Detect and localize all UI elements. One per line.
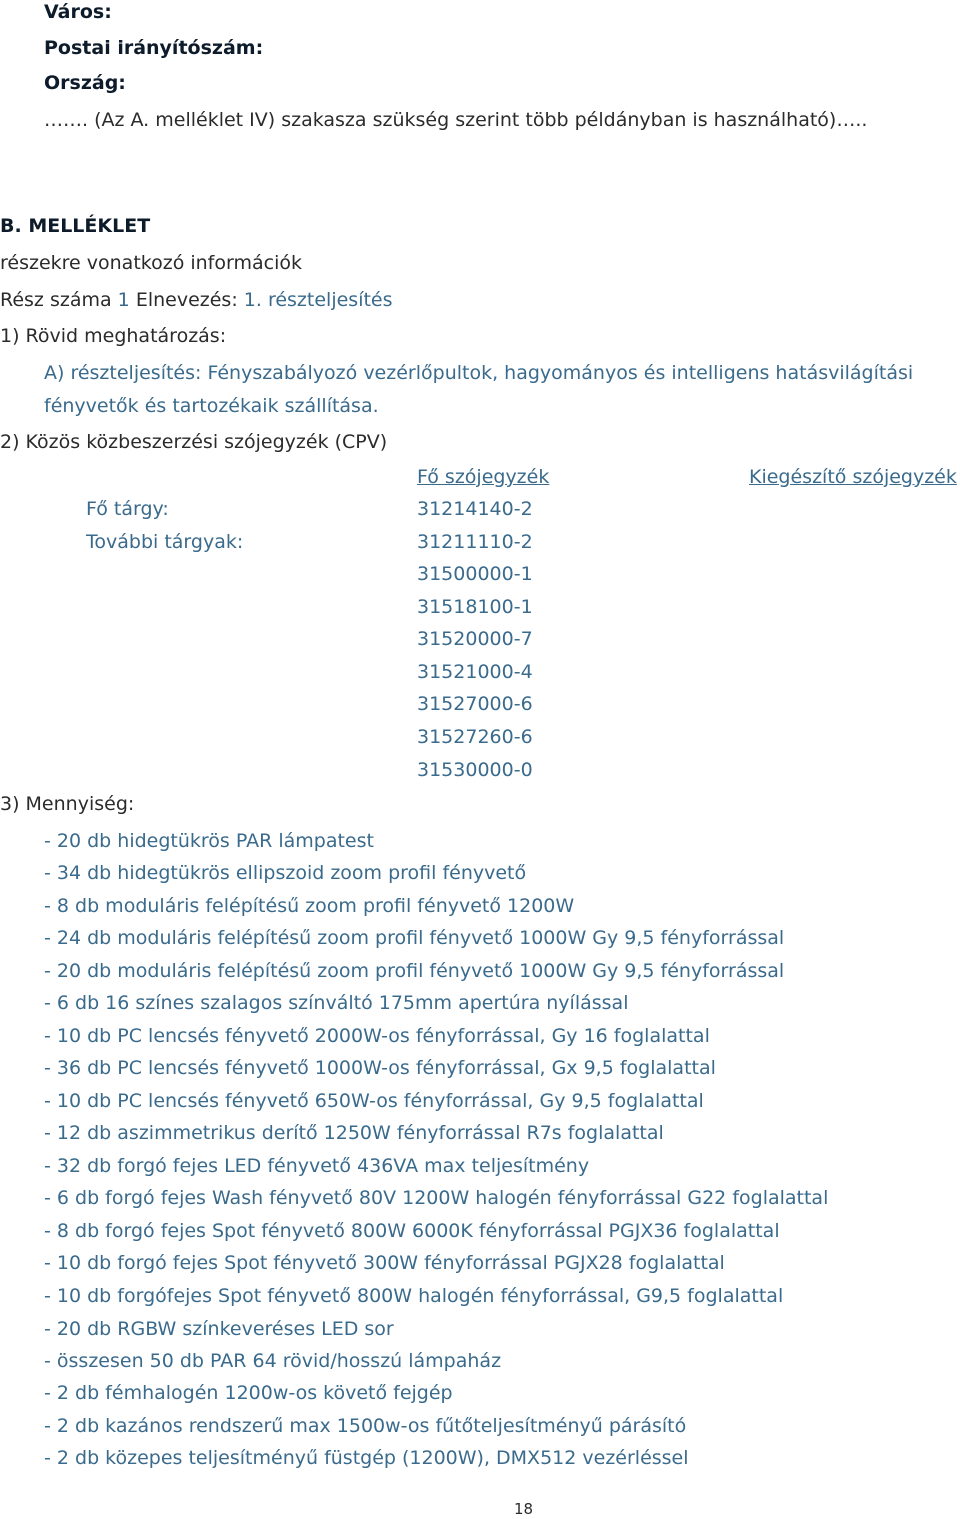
list-item: - 2 db közepes teljesítményű füstgép (1200W), DMX512 vezérléssel [44,1447,689,1469]
section-1-title: 1) Rövid meghatározás: [0,325,227,347]
cpv-code: 31500000-1 [417,563,533,585]
main-vocabulary-header: Fő szójegyzék [417,466,550,488]
list-item: - 10 db PC lencsés fényvető 650W-os fényforrással, Gy 9,5 foglalattal [44,1090,704,1112]
cpv-code: 31520000-7 [417,628,533,650]
list-item: - 6 db 16 színes szalagos színváltó 175mm apertúra nyílással [44,992,629,1014]
section-2-title: 2) Közös közbeszerzési szójegyzék (CPV) [0,431,388,453]
main-subject-code: 31214140-2 [417,498,533,520]
cpv-code: 31527260-6 [417,726,533,748]
part-line [0,288,393,312]
short-description-line-2: fényvetők és tartozékaik szállítása. [44,395,379,417]
page-number: 18 [514,1500,534,1518]
cpv-code: 31211110-2 [417,531,533,553]
supplementary-vocabulary-header: Kiegészítő szójegyzék [749,466,957,488]
main-subject-label: Fő tárgy: [86,498,169,520]
section-3-title: 3) Mennyiség: [0,793,135,815]
list-item: - 10 db forgó fejes Spot fényvető 300W fényforrással PGJX28 foglalattal [44,1252,725,1274]
usage-note: ……. (Az A. melléklet IV) szakasza szükség szerint több példányban is használható)….. [44,109,868,131]
part-name-label: Elnevezés: [135,289,238,311]
cpv-code: 31527000-6 [417,693,533,715]
list-item: - 2 db kazános rendszerű max 1500w-os fűtőteljesítményű párásító [44,1415,687,1437]
list-item: - 6 db forgó fejes Wash fényvető 80V 1200W halogén fényforrással G22 foglalattal [44,1187,829,1209]
part-number-value: 1 [117,289,130,311]
short-description-line-1: A) részteljesítés: Fényszabályozó vezérlőpultok, hagyományos és intelligens hatásvilágítási [44,362,914,384]
list-item: - 10 db forgófejes Spot fényvető 800W halogén fényforrással, G9,5 foglalattal [44,1285,784,1307]
list-item: - 36 db PC lencsés fényvető 1000W-os fényforrással, Gx 9,5 foglalattal [44,1057,716,1079]
list-item: - összesen 50 db PAR 64 rövid/hosszú lámpaház [44,1350,502,1372]
list-item: - 32 db forgó fejes LED fényvető 436VA max teljesítmény [44,1155,590,1177]
country-label: Ország: [44,72,126,94]
list-item: - 2 db fémhalogén 1200w-os követő fejgép [44,1382,453,1404]
list-item: - 20 db moduláris felépítésű zoom profil fényvető 1000W Gy 9,5 fényforrással [44,960,785,982]
cpv-code: 31530000-0 [417,759,533,781]
annex-title: B. MELLÉKLET [0,215,151,237]
list-item: - 8 db forgó fejes Spot fényvető 800W 6000K fényforrással PGJX36 foglalattal [44,1220,780,1242]
list-item: - 34 db hidegtükrös ellipszoid zoom profil fényvető [44,862,527,884]
cpv-code: 31518100-1 [417,596,533,618]
list-item: - 20 db hidegtükrös PAR lámpatest [44,830,374,852]
annex-subtitle: részekre vonatkozó információk [0,252,302,274]
part-number-label: Rész száma [0,289,112,311]
city-label: Város: [44,1,112,23]
list-item: - 20 db RGBW színkeveréses LED sor [44,1318,394,1340]
cpv-code: 31521000-4 [417,661,533,683]
additional-subjects-label: További tárgyak: [86,531,244,553]
list-item: - 8 db moduláris felépítésű zoom profil fényvető 1200W [44,895,575,917]
postal-code-label: Postai irányítószám: [44,37,264,59]
list-item: - 24 db moduláris felépítésű zoom profil fényvető 1000W Gy 9,5 fényforrással [44,927,785,949]
list-item: - 10 db PC lencsés fényvető 2000W-os fényforrással, Gy 16 foglalattal [44,1025,710,1047]
list-item: - 12 db aszimmetrikus derítő 1250W fényforrással R7s foglalattal [44,1122,664,1144]
part-name-value: 1. részteljesítés [243,289,393,311]
